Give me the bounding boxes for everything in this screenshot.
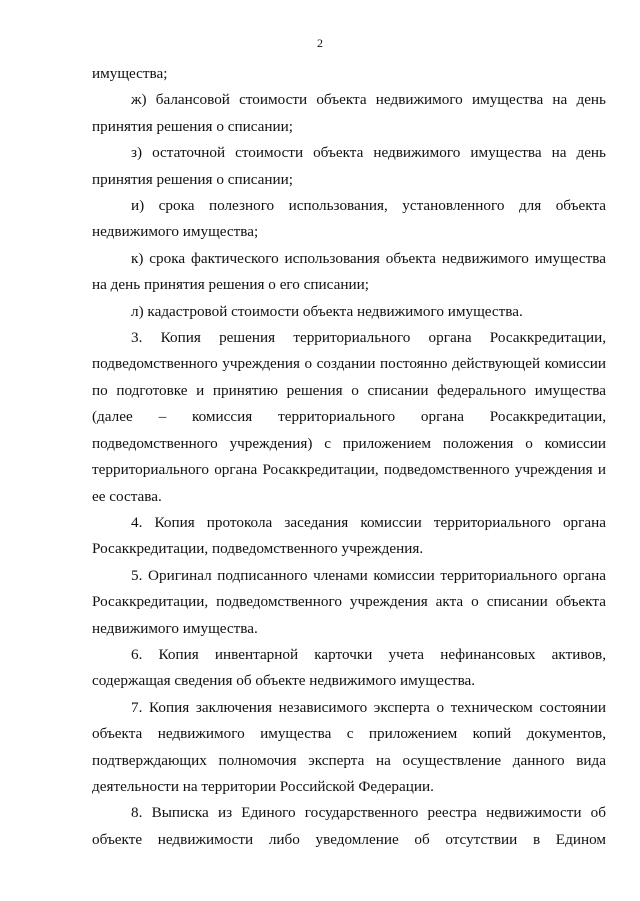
paragraph-7: 7. Копия заключения независимого эксперта о техническом состоянии объекта недвижимого имущества с приложением копий документов, подтверждающих полномочия эксперта на осуществление данного вида деятельности на территории Российской Федерации. (92, 698, 606, 795)
paragraph-item-zh: ж) балансовой стоимости объекта недвижимого имущества на день принятия решения о списании; (92, 91, 606, 135)
document-body (92, 61, 606, 853)
paragraph-4: 4. Копия протокола заседания комиссии территориального органа Росаккредитации, подведомственного учреждения. (92, 513, 606, 558)
paragraph-item-i: и) срока полезного использования, установленного для объекта недвижимого имущества; (92, 197, 606, 241)
paragraph-item-k: к) срока фактического использования объекта недвижимого имущества на день принятия решения о его списании; (92, 249, 606, 294)
paragraph-item-z: з) остаточной стоимости объекта недвижимого имущества на день принятия решения о списании; (92, 144, 606, 188)
paragraph-8: 8. Выписка из Единого государственного реестра недвижимости об объекте недвижимости либо уведомление об отсутствии в Едином (92, 804, 606, 848)
paragraph-5: 5. Оригинал подписанного членами комиссии территориального органа Росаккредитации, подведомственного учреждения акта о списании объекта недвижимого имущества. (92, 566, 606, 637)
paragraph-continuation: имущества; (92, 65, 168, 82)
page-number: 2 (317, 36, 323, 50)
paragraph-3: 3. Копия решения территориального органа Росаккредитации, подведомственного учреждения о создании постоянно действующей комиссии по подготовке и принятию решения о списании федерального имущества (далее – комиссия территориального органа Росаккредитации, подведомственного учреждения) с приложением положения о комиссии территориального органа Росаккредитации, подведомственного учреждения и ее состава. (92, 329, 606, 505)
paragraph-6: 6. Копия инвентарной карточки учета нефинансовых активов, содержащая сведения об объекте недвижимого имущества. (92, 645, 606, 690)
paragraph-item-l: л) кадастровой стоимости объекта недвижимого имущества. (131, 302, 523, 320)
